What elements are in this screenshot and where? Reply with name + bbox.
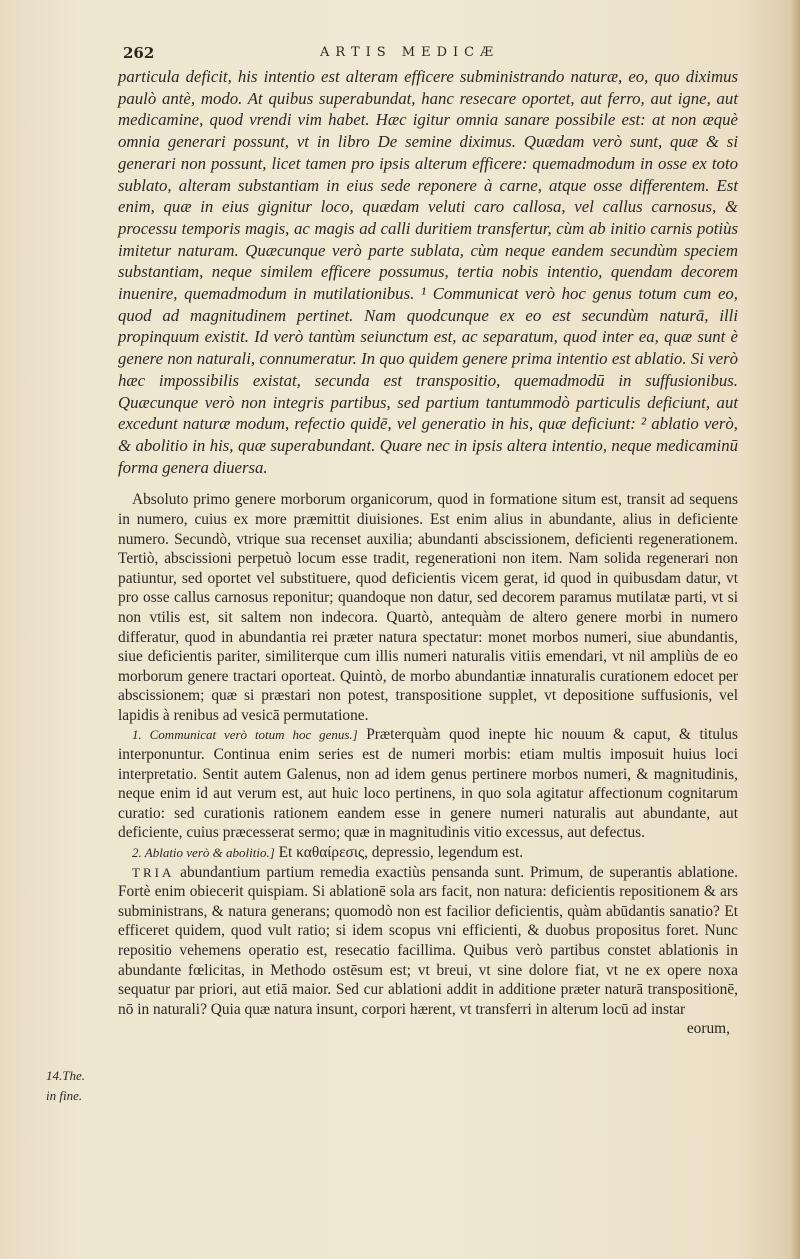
commentary-paragraph: Absoluto primo genere morborum organicorum, quod in formatione situm est, transit ad sequens in numero, cuius ex more præmittit diuisiones. Est enim alius in abundante, alius in deficiente numero. Secundò, vtrique sua recenset auxilia; abundanti abscissionem, deficienti regenerationem. Tertiò, abscissioni perpetuò locum esse tradit, regenerationi non item. Nam solida regenerari non patiuntur, sed oportet vel substituere, quod deficientis vicem gerat, id quod in quibusdam datur, vt pro osse callus carnosus reponitur; quandoque non datur, sed decorem paramus mutilatæ parti, vt si non vtilis est, sit saltem non indecora. Quartò, antequàm de altero genere morbi in numero differatur, quod in abundantia rei præter natura spectatur: monet morbos numeri, siue abundantis, siue deficientis pariter, similiterque cum illis numeri naturalis vitiis emendari, vt nil ampliùs de eo morborum genere tractari oporteat. Quintò, de morbo abundantiæ innaturalis curationem edocet per abscissionem; quæ si præstari non potest, transpositione supplet, vt depositione suffusionis, vel lapidis à renibus ad vesicā permutatione. xyxy=(118,491,738,724)
annotation-1-text: Præterquàm quod inepte hic nouum & caput, & titulus interponuntur. Continua enim series est de numeri morbis: etiam multis imposuit huius loci interpretatio. Sentit autem Galenus, non ad idem genus pertinere morbos numeri, & magnitudinis, neque enim id aut verum est, aut huic loco pertinens, in quo sola agitatur affectionum cognitarum curatio: sed curationis rationem eandem esse in genere numeri naturalis aut abundante, aut deficiente, cuius præcesserat sermo; quæ in magnitudinis vitio excessus, aut defectus. xyxy=(118,726,738,842)
annotation-2 xyxy=(118,843,738,863)
margin-note xyxy=(46,1066,106,1106)
tria-initial-caps: TRIA xyxy=(132,864,175,880)
running-head: ARTIS MEDICÆ xyxy=(320,45,500,60)
catchword: eorum, xyxy=(686,1020,730,1038)
annotation-1-lemma: 1. Communicat verò totum hoc genus.] xyxy=(132,727,358,743)
page-number: 262 xyxy=(123,44,155,62)
annotation-1 xyxy=(118,725,738,843)
tria-paragraph-text: abundantium partium remedia exactiùs pensanda sunt. Primum, de superantis ablatione. Fortè enim obiecerit quispiam. Si ablationē sola ars facit, non natura: deficientis repositionem & ars subministrans, & natura generans; quomodò non est facilior deficientis, quàm abūdantis sanatio? Et efficeret quidem, quod vult ratio; si idem scopus vni efficienti, & duobus propositus foret. Nunc repositio vehemens operatio est, resecatio facillima. Quibus verò partibus constet ablationis in abundante fœlicitas, in Methodo ostēsum est; vt breui, vt sine dolore fiat, vt ne ex opere noxa sequatur par priori, aut etiā maior. Sed cur ablationi addit in additione præter naturā transpositionē, nō in naturali? Quia quæ natura insunt, corpori hærent, vt transferri in alterum locū ad instar xyxy=(118,863,738,1018)
page-header xyxy=(115,44,655,66)
page-edge-shadow xyxy=(790,0,800,1259)
main-text-block xyxy=(118,66,738,1039)
annotation-2-lemma: 2. Ablatio verò & abolitio.] xyxy=(132,845,275,861)
annotation-2-text: Et καθαίρεσις, depressio, legendum est. xyxy=(278,844,524,862)
margin-note-line-1: 14.The. xyxy=(46,1068,85,1083)
margin-note-line-2: in fine. xyxy=(46,1088,83,1103)
italic-source-text: particula deficit, his intentio est alteram efficere subministrando naturæ, eo, quo diximus paulò antè, modo. At quibus superabundat, hanc resecare oportet, aut ferro, aut igne, aut medicamine, quod vrendi vim habet. Hæc igitur omnia sanare possibile est: at non æquè omnia generari possunt, vt in libro De semine diximus. Quædam verò sunt, quæ & si generari non possunt, licet tamen pro ipsis alterum efficere: quemadmodum in osse ex toto sublato, alteram substantiam in eius sede reponere à carne, atque osse differentem. Est enim, quæ in eius gignitur loco, quædam veluti caro callosa, vel callus carnosus, & processu temporis magis, ac magis ad calli duritiem transfertur, cùm ab initio carnis potiùs imitetur naturam. Quæcunque verò parte sublata, cùm neque eandem secundùm speciem substantiam, neque similem efficere possumus, tertia nobis intentio, quendam decorem inuenire, quemadmodum in mutilationibus. ¹ Communicat verò hoc genus totum cum eo, quod ad magnitudinem pertinet. Nam quodcunque ex eo est secundùm naturā, illi propinquum existit. Id verò tantùm seiunctum est, ac separatum, quod inter ea, quæ sunt è genere non naturali, connumeratur. In quo quidem genere prima intentio est ablatio. Si verò hæc impossibilis existat, secunda est transpositio, quemadmodū in suffusionibus. Quæcunque verò non integris partibus, sed partium tantummodò particulis deficiunt, aut excedunt naturæ modum, refectio quidē, vel generatio in his, quæ deficiunt: ² ablatio verò, & abolitio in his, quæ superabundant. Quare nec in ipsis altera intentio, neque medicaminū forma genera diuersa. xyxy=(118,67,738,477)
tria-paragraph xyxy=(118,863,738,1020)
